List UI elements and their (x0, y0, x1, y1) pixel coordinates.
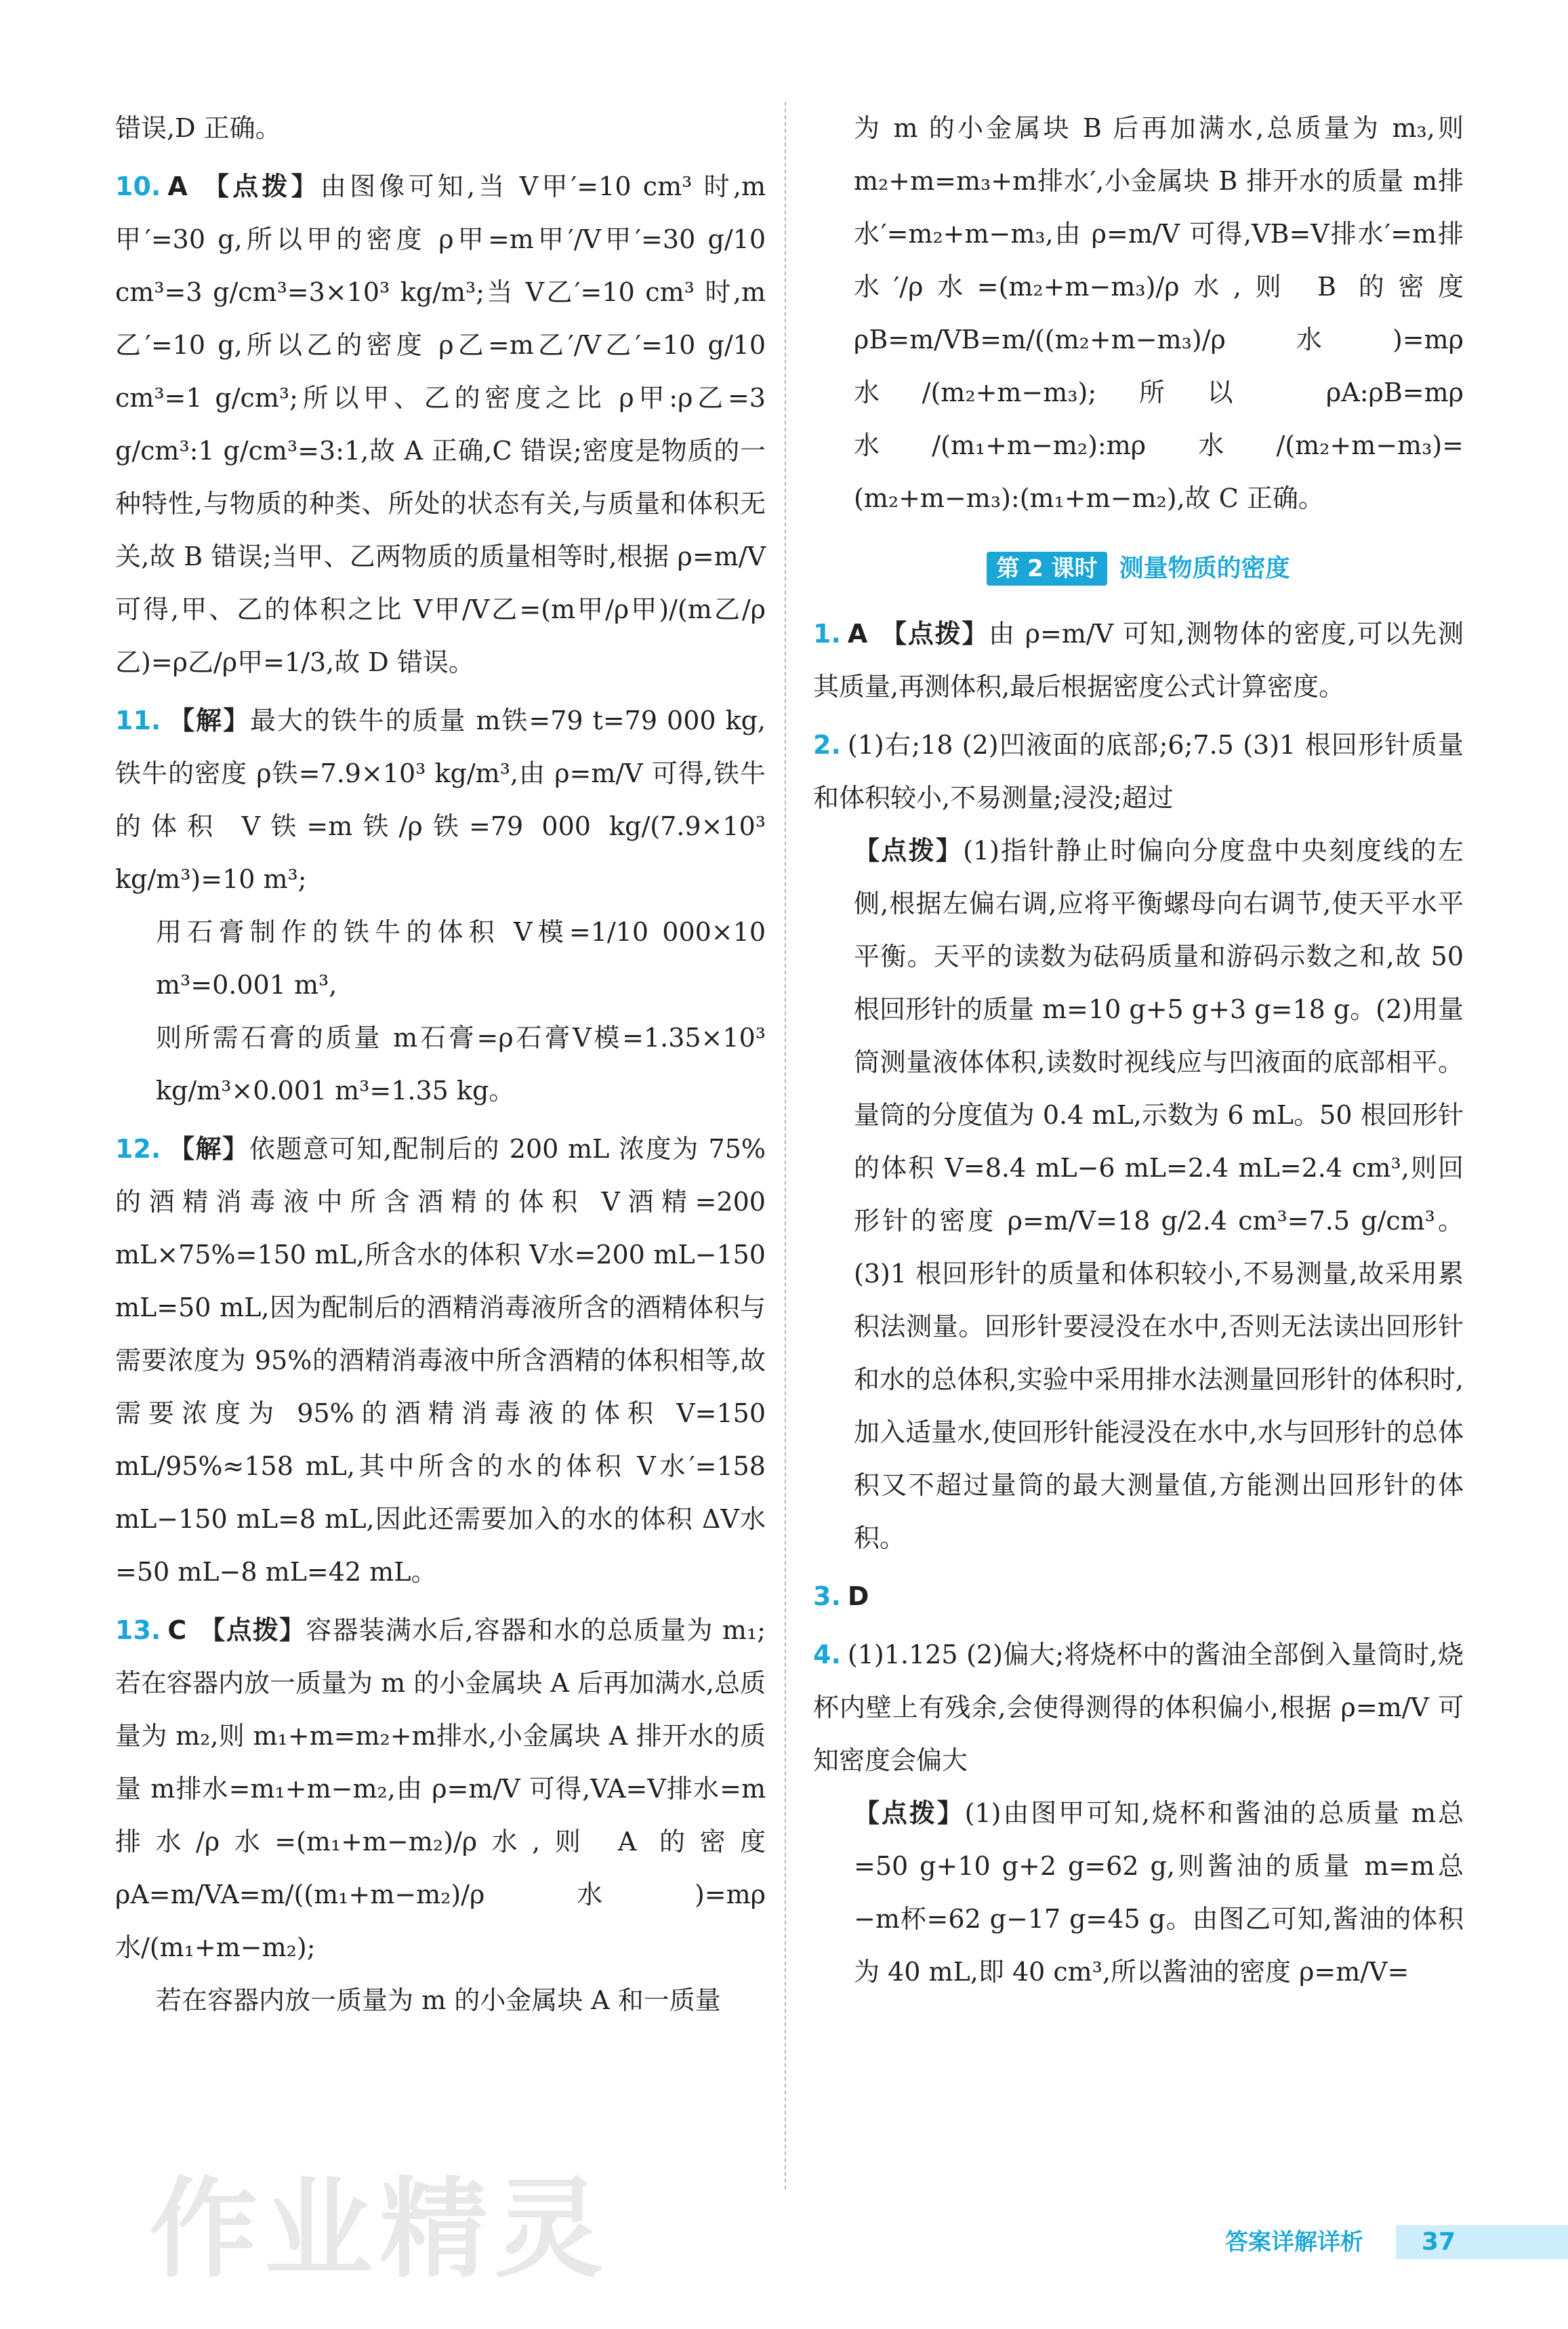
explanation-text: (1)指针静止时偏向分度盘中央刻度线的左侧,根据左偏右调,应将平衡螺母向右调节,使天平水平平衡。天平的读数为砝码质量和游码示数之和,故 50 根回形针的质量 m=10 g+5 g+3 g=18 g。(2)用量筒测量液体体积,读数时视线应与凹液面的底部相平。量筒的分度值为 0.4 mL,示数为 6 mL。50 根回形针的体积 V=8.4 mL−6 mL=2.4 mL=2.4 cm³,则回形针的密度 ρ=m/V=18 g/2.4 cm³=7.5 g/cm³。(3)1 根回形针的质量和体积较小,不易测量,故采用累积法测量。回形针要浸没在水中,否则无法读出回形针和水的总体积,实验中采用排水法测量回形针的体积时,加入适量水,使回形针能浸没在水中,水与回形针的总体积又不超过量筒的最大测量值,方能测出回形针的体积。 (854, 836, 1464, 1553)
question-number: 4. (813, 1640, 841, 1669)
section-header (813, 541, 1464, 594)
intro-text: 错误,D 正确。 (115, 113, 281, 143)
question-10 (115, 160, 766, 689)
question-number: 3. (813, 1581, 841, 1611)
answer-letter: A (167, 171, 188, 201)
question-4 (813, 1628, 1464, 1787)
solution-text: 依题意可知,配制后的 200 mL 浓度为 75%的酒精消毒液中所含酒精的体积 V酒精=200 mL×75%=150 mL,所含水的体积 V水=200 mL−150 mL=50 mL,因为配制后的酒精消毒液所含的酒精体积与需要浓度为 95%的酒精消毒液中所含酒精的体积相等,故需要浓度为 95%的酒精消毒液的体积 V=150 mL/95%≈158 mL,其中所含的水的体积 V水′=158 mL−150 mL=8 mL,因此还需要加入的水的体积 ΔV水=50 mL−8 mL=42 mL。 (115, 1134, 766, 1587)
hint-tag: 【点拨】 (199, 171, 321, 201)
hint-tag: 【点拨】 (854, 1798, 965, 1828)
right-column (813, 102, 1464, 1998)
question-number: 12. (115, 1134, 161, 1164)
explanation-text: 容器装满水后,容器和水的总质量为 m₁;若在容器内放一质量为 m 的小金属块 A 后再加满水,总质量为 m₂,则 m₁+m=m₂+m排水,小金属块 A 排开水的质量 m排水=m₁+m−m₂,由 ρ=m/V 可得,VA=V排水=m排水/ρ水=(m₁+m−m₂)/ρ水,则 A 的密度 ρA=m/VA=m/((m₁+m−m₂)/ρ水)=mρ水/(m₁+m−m₂); (115, 1615, 766, 1962)
solution-text: 最大的铁牛的质量 m铁=79 t=79 000 kg,铁牛的密度 ρ铁=7.9×10³ kg/m³,由 ρ=m/V 可得,铁牛的体积 V铁=m铁/ρ铁=79 000 kg/(7.9×10³ kg/m³)=10 m³; (115, 706, 766, 894)
explanation-text: 由 ρ=m/V 可知,测物体的密度,可以先测其质量,再测体积,最后根据密度公式计算密度。 (813, 619, 1464, 702)
watermark-logo: 作业精灵 (149, 2166, 611, 2292)
footer-label: 答案详解详析 (1225, 2229, 1363, 2256)
solution-tag: 【解】 (167, 1134, 249, 1164)
page-number: 37 (1422, 2228, 1456, 2256)
hint-tag: 【点拨】 (880, 619, 989, 649)
continued-text: 为 m 的小金属块 B 后再加满水,总质量为 m₃,则 m₂+m=m₃+m排水′,小金属块 B 排开水的质量 m排水′=m₂+m−m₃,由 ρ=m/V 可得,VB=V排水′=m排水′/ρ水=(m₂+m−m₃)/ρ水,则 B 的密度 ρB=m/VB=m/((m₂+m−m₃)/ρ水)=mρ水/(m₂+m−m₃);所以 ρA:ρB=mρ水/(m₁+m−m₂):mρ水/(m₂+m−m₃)=(m₂+m−m₃):(m₁+m−m₂),故 C 正确。 (854, 113, 1464, 513)
question-number: 11. (115, 706, 161, 735)
solution-line: 则所需石膏的质量 m石膏=ρ石膏V模=1.35×10³ kg/m³×0.001 m³=1.35 kg。 (156, 1023, 766, 1106)
section-title: 测量物质的密度 (1119, 554, 1290, 582)
question-number: 10. (115, 171, 161, 201)
question-2 (813, 718, 1464, 824)
explanation-text: 由图像可知,当 V甲′=10 cm³ 时,m甲′=30 g,所以甲的密度 ρ甲=m甲′/V甲′=30 g/10 cm³=3 g/cm³=3×10³ kg/m³;当 V乙′=10 cm³ 时,m乙′=10 g,所以乙的密度 ρ乙=m乙′/V乙′=10 g/10 cm³=1 g/cm³;所以甲、乙的密度之比 ρ甲:ρ乙=3 g/cm³:1 g/cm³=3:1,故 A 正确,C 错误;密度是物质的一种特性,与物质的种类、所处的状态有关,与质量和体积无关,故 B 错误;当甲、乙两物质的质量相等时,根据 ρ=m/V 可得,甲、乙的体积之比 V甲/V乙=(m甲/ρ甲)/(m乙/ρ乙)=ρ乙/ρ甲=1/3,故 D 错误。 (115, 171, 766, 677)
question-number: 1. (813, 619, 841, 649)
question-number: 13. (115, 1615, 161, 1645)
hint-tag: 【点拨】 (199, 1615, 306, 1645)
solution-line: 用石膏制作的铁牛的体积 V模=1/10 000×10 m³=0.001 m³, (156, 917, 766, 1000)
lesson-badge: 第 2 课时 (987, 552, 1107, 586)
explanation-block (813, 1787, 1464, 1998)
hint-tag: 【点拨】 (854, 836, 964, 866)
answer-letter: A (847, 619, 868, 649)
question-12 (115, 1122, 766, 1598)
question-number: 2. (813, 730, 841, 760)
explanation-block (813, 824, 1464, 1564)
question-3 (813, 1570, 1464, 1623)
column-divider (785, 102, 786, 2189)
left-column (115, 102, 766, 2027)
solution-tag: 【解】 (167, 706, 251, 735)
answer-letter: D (847, 1581, 869, 1611)
answer-text: (1)右;18 (2)凹液面的底部;6;7.5 (3)1 根回形针质量和体积较小,不易测量;浸没;超过 (813, 730, 1464, 813)
explanation-tail: 若在容器内放一质量为 m 的小金属块 A 和一质量 (156, 1985, 721, 2015)
answer-text: (1)1.125 (2)偏大;将烧杯中的酱油全部倒入量筒时,烧杯内壁上有残余,会使得测得的体积偏小,根据 ρ=m/V 可知密度会偏大 (813, 1640, 1464, 1775)
answer-letter: C (167, 1615, 187, 1645)
explanation-text: (1)由图甲可知,烧杯和酱油的总质量 m总=50 g+10 g+2 g=62 g,则酱油的质量 m=m总−m杯=62 g−17 g=45 g。由图乙可知,酱油的体积为 40 mL,即 40 cm³,所以酱油的密度 ρ=m/V= (854, 1798, 1464, 1987)
question-11 (115, 694, 766, 906)
question-13 (115, 1604, 766, 1974)
question-1 (813, 607, 1464, 713)
